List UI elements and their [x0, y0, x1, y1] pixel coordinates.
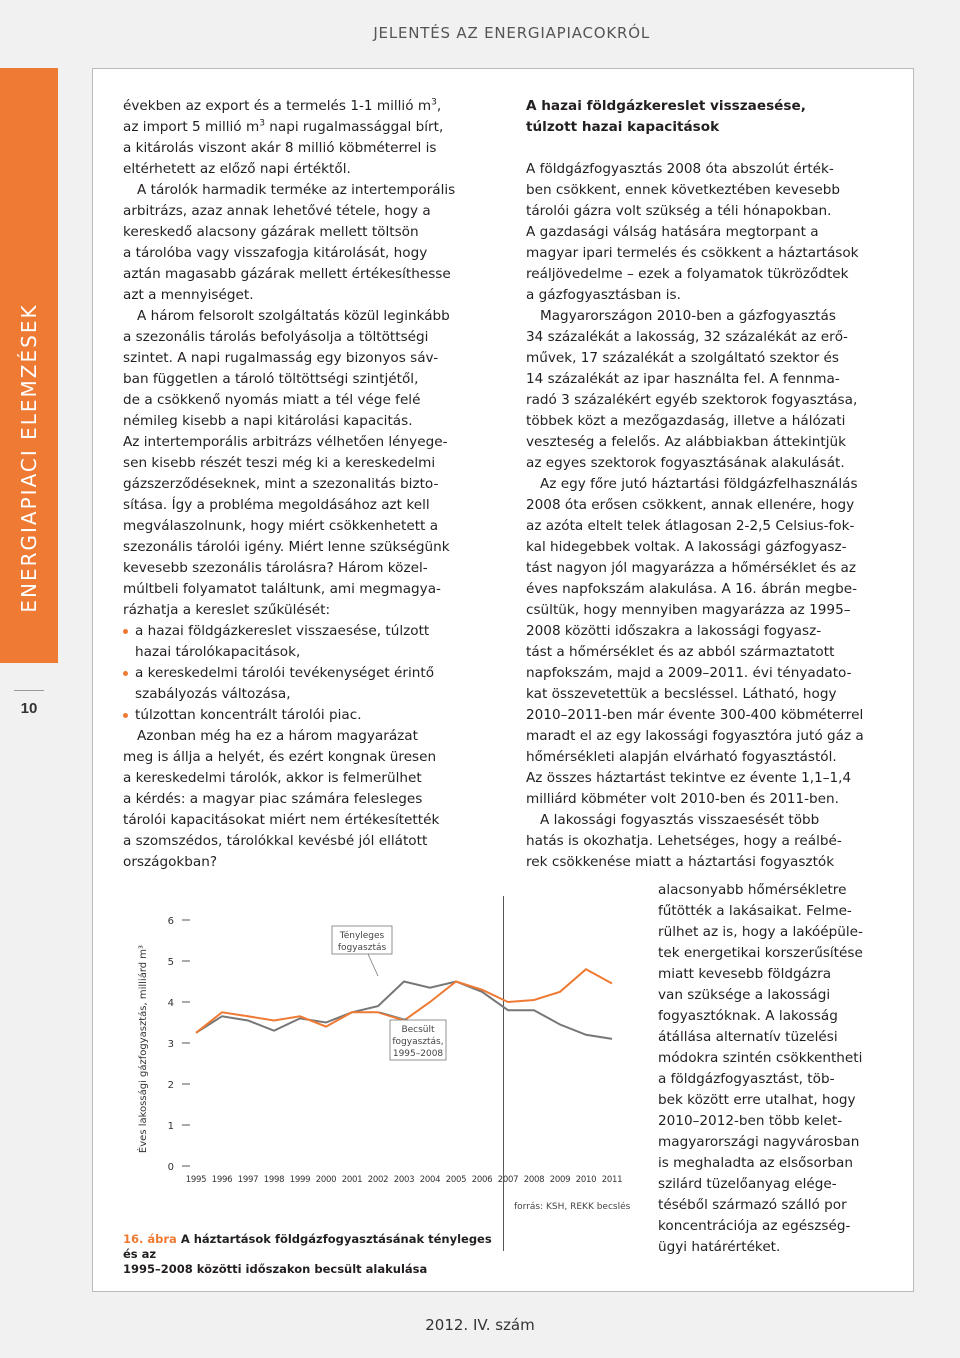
text-line: az import 5 millió m [123, 119, 260, 135]
text-line: gázszerződéseknek, mint a szezonalitás bizto- [123, 476, 439, 492]
caption-text: A háztartások földgázfogyasztásának tényleges és az [123, 1232, 492, 1261]
section-title: ENERGIAPIACI ELEMZÉSEK [17, 303, 41, 613]
text-line: hazai tárolókapacitások, [135, 644, 301, 660]
text-line: A hazai földgázkereslet visszaesése, [526, 98, 806, 114]
paragraph [526, 159, 888, 306]
figure-number: 16. ábra [123, 1232, 177, 1246]
text-line: fűtötték a lakásaikat. Felme- [658, 903, 852, 919]
text-line: 2010–2011-ben már évente 300-400 köbméterrel [526, 707, 864, 723]
page-number: 10 [20, 700, 38, 717]
text-line: túlzott hazai kapacitások [526, 119, 720, 135]
page-footer: 2012. IV. szám [425, 1316, 535, 1334]
annotation-label: Becsült [401, 1025, 435, 1035]
bullet-item [123, 663, 491, 705]
text-line: milliárd köbméter volt 2010-ben és 2011-ben. [526, 791, 839, 807]
text-line: szintet. A napi rugalmasság egy bizonyos sáv- [123, 350, 439, 366]
x-tick-label: 2006 [471, 1175, 493, 1185]
text-line: az azóta eltelt telek átlagosan 2-2,5 Celsius-fok- [526, 518, 855, 534]
right-column-narrow [658, 880, 888, 1258]
section-heading [526, 96, 888, 138]
text-line: veszteség a felelős. Az alábbiakban áttekintjük [526, 434, 847, 450]
text-line: miatt kevesebb földgázra [658, 966, 832, 982]
paragraph [526, 306, 888, 474]
paragraph [526, 810, 888, 873]
text-line: némileg kisebb a napi kitárolási kapacitás. [123, 413, 413, 429]
text-line: hőmérsékleti alapján elvárható fogyasztástól. [526, 749, 837, 765]
text-line: országokban? [123, 854, 218, 870]
text-line: ban független a tároló töltöttségi szintjétől, [123, 371, 419, 387]
text-line: A földgázfogyasztás 2008 óta abszolút érték- [526, 161, 834, 177]
text-line: arbitrázs, azaz annak lehetővé tétele, hogy a [123, 203, 431, 219]
text-line: átállása alternatív tüzelési [658, 1029, 838, 1045]
x-tick-label: 1995 [185, 1175, 207, 1185]
annotation-label: 1995–2008 [392, 1049, 444, 1059]
text-line: tek energetikai korszerűsítése [658, 945, 863, 961]
text-line: A tárolók harmadik terméke az intertemporális [137, 182, 456, 198]
paragraph [123, 726, 491, 873]
annotation-label: fogyasztás [337, 943, 387, 953]
text-line: kat összevetettük a becsléssel. Látható, hogy [526, 686, 837, 702]
text-line: években az export és a termelés 1-1 millió m [123, 98, 432, 114]
x-tick-label: 1999 [289, 1175, 311, 1185]
text-line: 2008 óta erősen csökkent, annak ellenére, hogy [526, 497, 855, 513]
text-line: a kereskedelmi tárolói tevékenységet érintő [135, 665, 435, 681]
text-line: túlzottan koncentrált tárolói piac. [135, 707, 362, 723]
text-line: A lakossági fogyasztás visszaesését több [540, 812, 820, 828]
text-line: tárolói kapacitásokat miért nem értékesítették [123, 812, 440, 828]
bullet-item [123, 621, 491, 663]
annotation-leader [380, 1012, 408, 1020]
x-tick-label: 2003 [393, 1175, 415, 1185]
x-tick-label: 2001 [341, 1175, 363, 1185]
paragraph [123, 96, 491, 180]
text-line: de a csökkenő nyomás miatt a tél vége felé [123, 392, 421, 408]
text-line: alacsonyabb hőmérsékletre [658, 882, 847, 898]
text-line: A gazdasági válság hatására megtorpant a [526, 224, 819, 240]
text-line: hatás is okozhatja. Lehetséges, hogy a reálbé- [526, 833, 842, 849]
text-line: eltérhetett az előző napi értéktől. [123, 161, 351, 177]
text-line: reáljövedelme – ezek a folyamatok tükröződtek [526, 266, 849, 282]
text-line: is meghaladta az elsősorban [658, 1155, 853, 1171]
text-line: a hazai földgázkereslet visszaesése, túlzott [135, 623, 430, 639]
text-line: Az egy főre jutó háztartási földgázfelhasználás [540, 476, 858, 492]
text-line: ügyi határértéket. [658, 1239, 781, 1255]
paragraph [123, 306, 491, 621]
page-number-rule [14, 690, 44, 691]
text-line: tárolói gázra volt szükség a téli hónapokban. [526, 203, 832, 219]
text-line: tást a hőmérséklet és az abból származtatott [526, 644, 835, 660]
text-line: Azonban még ha ez a három magyarázat [137, 728, 418, 744]
text-line: ben csökkent, ennek következtében kevesebb [526, 182, 840, 198]
y-tick-label: 2 [167, 1080, 174, 1091]
text-line: a kereskedelmi tárolók, akkor is felmerülhet [123, 770, 422, 786]
consumption-line-chart [110, 898, 640, 1198]
text-line: azt a mennyiséget. [123, 287, 254, 303]
x-tick-label: 2005 [445, 1175, 467, 1185]
text-line: rek csökkenése miatt a háztartási fogyasztók [526, 854, 835, 870]
superscript: 3 [431, 97, 437, 108]
x-tick-label: 2004 [419, 1175, 441, 1185]
text-line: művek, 17 százalékát a szolgáltató szektor és [526, 350, 839, 366]
figure-caption [123, 1232, 493, 1277]
text-line: szilárd tüzelőanyag elége- [658, 1176, 837, 1192]
figure-source: forrás: KSH, REKK becslés [514, 1202, 631, 1212]
text-line: radó 3 százalékért egyéb szektorok fogyasztása, [526, 392, 858, 408]
text-line: módokra szintén csökkentheti [658, 1050, 863, 1066]
text-line: sítása. Így a probléma megoldásához azt kell [123, 497, 430, 513]
text-line: kevesebb szezonális tárolásra? Három közel- [123, 560, 428, 576]
text-line: A három felsorolt szolgáltatás közül leginkább [137, 308, 450, 324]
annotation-label: fogyasztás, [392, 1037, 444, 1047]
text-line: szezonális tárolói igény. Miért lenne szükségünk [123, 539, 450, 555]
text-line: magyarországi nagyvárosban [658, 1134, 860, 1150]
annotation-leader [368, 954, 378, 976]
text-line: 14 százalékát az ipar használta fel. A fennma- [526, 371, 840, 387]
text-line: a tárolóba vagy visszafogja kitárolását, hogy [123, 245, 428, 261]
caption-text: 1995–2008 közötti időszakon becsült alakulása [123, 1262, 428, 1276]
y-tick-label: 3 [167, 1039, 174, 1050]
text-line: téséből származó szálló por [658, 1197, 847, 1213]
bullet-list [123, 621, 491, 726]
x-tick-label: 2011 [601, 1175, 623, 1185]
x-tick-label: 2007 [497, 1175, 519, 1185]
running-header: JELENTÉS AZ ENERGIAPIACOKRÓL [373, 24, 650, 42]
text-line: a kitárolás viszont akár 8 millió köbméterrel is [123, 140, 437, 156]
x-tick-label: 2009 [549, 1175, 571, 1185]
text-line: bek között erre utalhat, hogy [658, 1092, 856, 1108]
paragraph [658, 880, 888, 1258]
x-tick-label: 2008 [523, 1175, 545, 1185]
text-line: tást nagyon jól magyarázza a hőmérséklet és az [526, 560, 856, 576]
text-line: kereskedő alacsony gázárak mellett töltsön [123, 224, 419, 240]
text-line: maradt el az egy lakossági fogyasztóra jutó gáz a [526, 728, 864, 744]
x-tick-label: 1997 [237, 1175, 259, 1185]
right-column [526, 96, 888, 873]
x-tick-label: 1998 [263, 1175, 285, 1185]
text-line: a szomszédos, tárolókkal kevésbé jól ellátott [123, 833, 428, 849]
text-line: magyar ipari termelés és csökkent a háztartások [526, 245, 859, 261]
y-tick-label: 1 [167, 1121, 174, 1132]
paragraph [526, 474, 888, 810]
text-line: napi rugalmassággal bírt, [264, 119, 444, 135]
y-tick-label: 0 [167, 1162, 174, 1173]
text-line: megválaszolnunk, hogy miért csökkenhetett a [123, 518, 439, 534]
text-line: aztán magasabb gázárak mellett értékesíthesse [123, 266, 451, 282]
text-line: kal hidegebbek voltak. A lakossági gázfogyasz- [526, 539, 847, 555]
text-line: a gázfogyasztásban is. [526, 287, 681, 303]
text-line: koncentrációja az egészség- [658, 1218, 851, 1234]
text-line: van szüksége a lakossági [658, 987, 831, 1003]
text-line: 34 százalékát a lakosság, 32 százalékát az erő- [526, 329, 848, 345]
text-line: sen kisebb részét teszi még ki a kereskedelmi [123, 455, 436, 471]
y-tick-label: 6 [167, 916, 174, 927]
paragraph [123, 180, 491, 306]
text-line: Az intertemporális arbitrázs vélhetően lényege- [123, 434, 448, 450]
text-line: éves napfokszám alakulása. A 16. ábrán megbe- [526, 581, 858, 597]
text-line: rázhatja a kereslet szűkülését: [123, 602, 331, 618]
text-line: többek közt a mezőgazdaság, illetve a hálózati [526, 413, 846, 429]
left-column [123, 96, 491, 873]
x-tick-label: 1996 [211, 1175, 233, 1185]
bullet-item [123, 705, 491, 726]
text-line: Az összes háztartást tekintve ez évente 1,1–1,4 [526, 770, 852, 786]
text-line: a kérdés: a magyar piac számára felesleges [123, 791, 423, 807]
text-line: napfokszám, majd a 2009–2011. évi tényadato- [526, 665, 852, 681]
text-line: meg is állja a helyét, és ezért kongnak üresen [123, 749, 437, 765]
text-line: fogyasztóknak. A lakosság [658, 1008, 838, 1024]
y-axis-label: Éves lakossági gázfogyasztás, milliárd m³ [138, 944, 149, 1154]
x-tick-label: 2002 [367, 1175, 389, 1185]
text-line: szabályozás változása, [135, 686, 291, 702]
text-line: múltbeli folyamatot találtunk, ami megmagya- [123, 581, 441, 597]
text-line: 2008 közötti időszakra a lakossági fogyasz- [526, 623, 822, 639]
y-tick-label: 4 [167, 998, 174, 1009]
text-line: a szezonális tárolás befolyásolja a töltöttségi [123, 329, 429, 345]
text-line: Magyarországon 2010-ben a gázfogyasztás [540, 308, 836, 324]
text-line: 2010–2012-ben több kelet- [658, 1113, 843, 1129]
text-line: az egyes szektorok fogyasztásának alakulását. [526, 455, 845, 471]
text-line: , [436, 98, 442, 114]
y-tick-label: 5 [167, 957, 174, 968]
annotation-label: Tényleges [339, 931, 385, 941]
x-tick-label: 2000 [315, 1175, 337, 1185]
text-line: a földgázfogyasztást, töb- [658, 1071, 835, 1087]
superscript: 3 [259, 118, 265, 129]
text-line: csültük, hogy mennyiben magyarázza az 1995– [526, 602, 851, 618]
text-line: rülhet az is, hogy a lakóépüle- [658, 924, 863, 940]
x-tick-label: 2010 [575, 1175, 597, 1185]
